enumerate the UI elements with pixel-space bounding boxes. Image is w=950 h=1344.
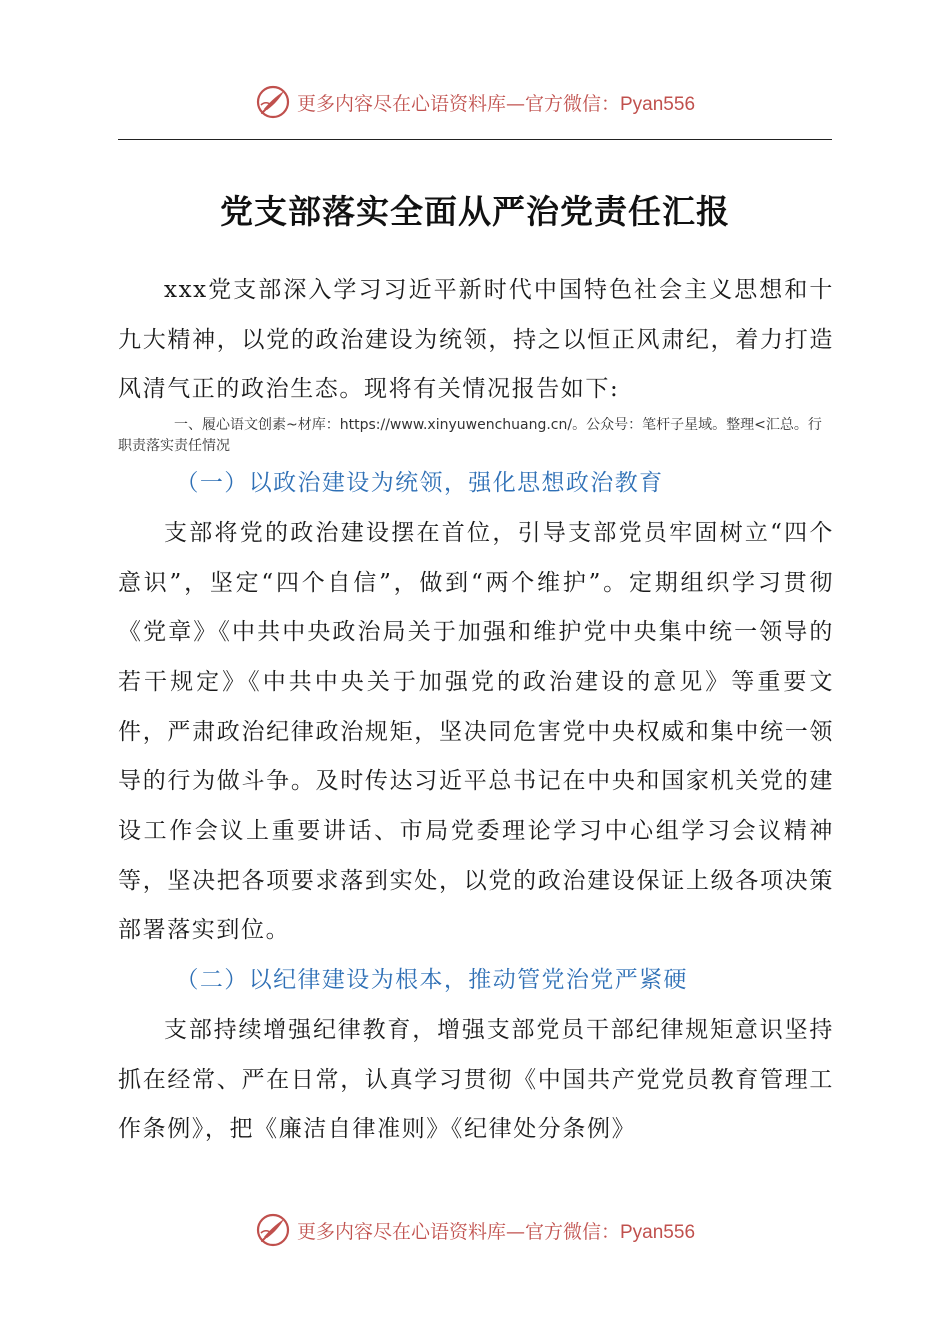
- source-note: 一、履心语文创素~材库：https://www.xinyuwenchuang.cn/。公众号：笔杆子星域。整理<汇总。行职责落实责任情况: [118, 417, 822, 455]
- document-title: 党支部落实全面从严治党责任汇报: [220, 192, 730, 231]
- wechat-id: Pyan556: [620, 1221, 696, 1243]
- quill-logo-icon: [255, 84, 291, 120]
- document-body: [118, 266, 834, 1155]
- intro-paragraph: xxx党支部深入学习习近平新时代中国特色社会主义思想和十九大精神，以党的政治建设为统领，持之以恒正风肃纪，着力打造风清气正的政治生态。现将有关情况报告如下:: [118, 277, 834, 403]
- section-2-paragraph: 支部持续增强纪律教育，增强支部党员干部纪律规矩意识坚持抓在经常、严在日常，认真学习贯彻《中国共产党党员教育管理工作条例》，把《廉洁自律准则》《纪律处分条例》: [118, 1016, 834, 1143]
- header-divider: [118, 139, 832, 140]
- header-banner: [0, 82, 950, 122]
- wechat-id: Pyan556: [620, 93, 696, 115]
- banner-text: 更多内容尽在心语资料库—官方微信：Pyan556: [296, 92, 696, 115]
- quill-logo-icon: [255, 1212, 291, 1248]
- section-2-heading: （二）以纪律建设为根本，推动管党治党严紧硬: [175, 967, 688, 994]
- section-1-paragraph: 支部将党的政治建设摆在首位，引导支部党员牢固树立“四个意识”，坚定“四个自信”，做到“两个维护”。定期组织学习贯彻《党章》《中共中央政治局关于加强和维护党中央集中统一领导的若干规定》《中共中央关于加强党的政治建设的意见》等重要文件，严肃政治纪律政治规矩，坚决同危害党中央权威和集中统一领导的行为做斗争。及时传达习近平总书记在中央和国家机关党的建设工作会议上重要讲话、市局党委理论学习中心组学习会议精神等，坚决把各项要求落到实处，以党的政治建设保证上级各项决策部署落实到位。: [118, 519, 834, 944]
- banner-text: 更多内容尽在心语资料库—官方微信：Pyan556: [296, 1220, 696, 1243]
- section-1-heading: （一）以政治建设为统领，强化思想政治教育: [175, 470, 664, 497]
- footer-banner: [0, 1210, 950, 1250]
